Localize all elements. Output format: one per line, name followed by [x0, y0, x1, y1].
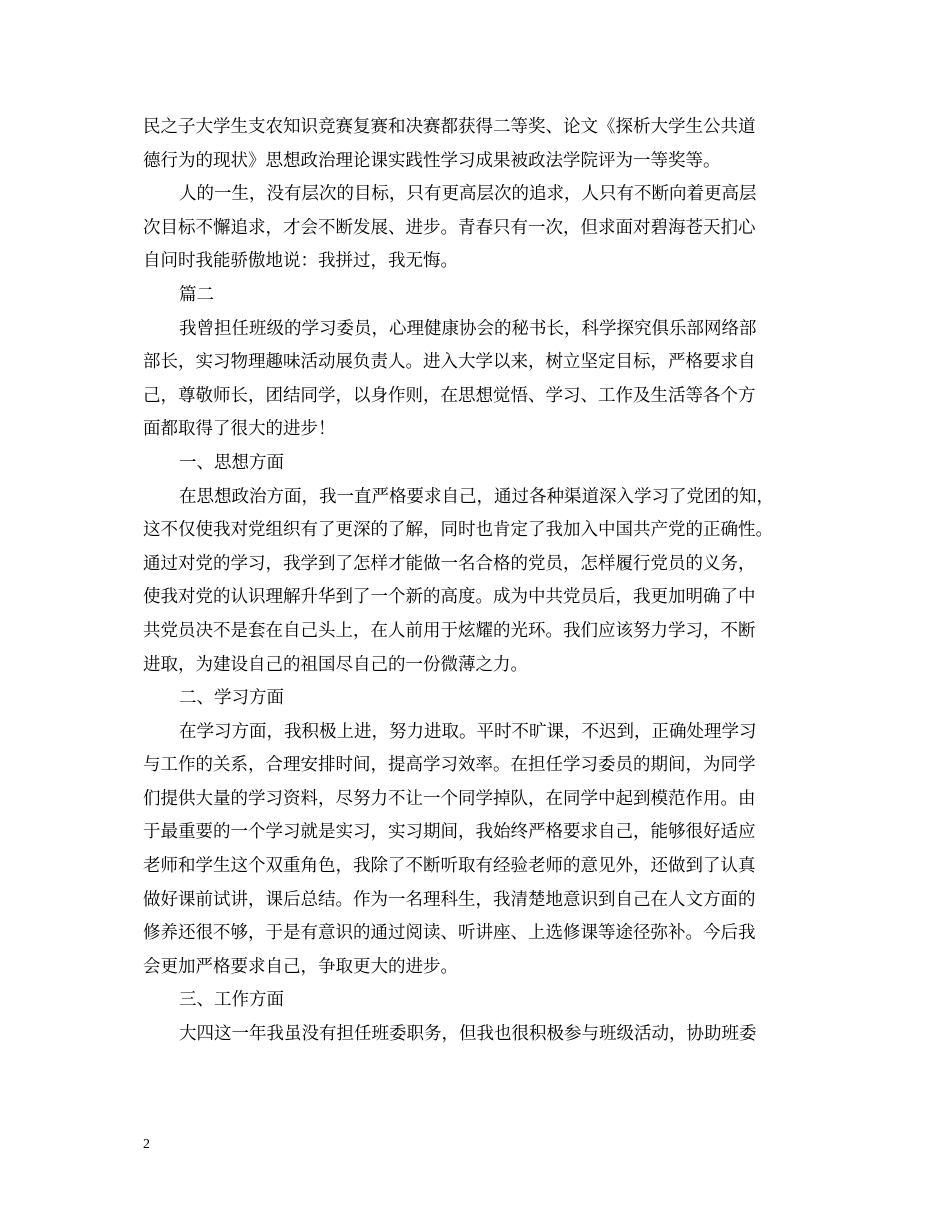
- text-line: 次目标不懈追求，才会不断发展、进步。青春只有一次，但求面对碧海苍天扪心: [143, 217, 756, 238]
- text-line: 会更加严格要求自己，争取更大的进步。: [143, 956, 458, 977]
- text-line: 进取，为建设自己的祖国尽自己的一份微薄之力。: [143, 654, 528, 675]
- document-body: [143, 111, 831, 1052]
- text-line: 部长，实习物理趣味活动展负责人。进入大学以来，树立坚定目标，严格要求自: [143, 352, 756, 373]
- text-line: 使我对党的认识理解升华到了一个新的高度。成为中共党员后，我更加明确了中: [143, 587, 756, 608]
- text-line: 们提供大量的学习资料，尽努力不让一个同学掉队，在同学中起到模范作用。由: [143, 788, 756, 809]
- paragraph: [143, 984, 831, 1018]
- paragraph: [143, 111, 831, 178]
- text-line: 共党员决不是套在自己头上，在人前用于炫耀的光环。我们应该努力学习，不断: [143, 620, 756, 641]
- paragraph: [143, 1018, 831, 1052]
- text-line: 于最重要的一个学习就是实习，实习期间，我始终严格要求自己，能够很好适应: [143, 822, 756, 843]
- text-line: 德行为的现状》思想政治理论课实践性学习成果被政法学院评为一等奖等。: [143, 150, 721, 171]
- text-line: 一、思想方面: [179, 452, 284, 473]
- text-line: 通过对党的学习，我学到了怎样才能做一名合格的党员，怎样履行党员的义务，: [143, 553, 756, 574]
- paragraph: [143, 178, 831, 279]
- text-line: 在思想政治方面，我一直严格要求自己，通过各种渠道深入学习了党团的知，: [179, 486, 774, 507]
- text-line: 做好课前试讲，课后总结。作为一名理科生，我清楚地意识到自己在人文方面的: [143, 889, 756, 910]
- text-line: 己，尊敬师长，团结同学，以身作则，在思想觉悟、学习、工作及生活等各个方: [143, 385, 756, 406]
- paragraph: [143, 279, 831, 313]
- paragraph: [143, 682, 831, 716]
- text-line: 人的一生，没有层次的目标，只有更高层次的追求，人只有不断向着更高层: [179, 184, 757, 205]
- text-line: 自问时我能骄傲地说：我拼过，我无悔。: [143, 251, 458, 272]
- text-line: 老师和学生这个双重角色，我除了不断听取有经验老师的意见外，还做到了认真: [143, 856, 756, 877]
- text-line: 与工作的关系，合理安排时间，提高学习效率。在担任学习委员的期间，为同学: [143, 755, 756, 776]
- text-line: 我曾担任班级的学习委员，心理健康协会的秘书长，科学探究俱乐部网络部: [179, 318, 757, 339]
- text-line: 二、学习方面: [179, 688, 284, 709]
- paragraph: [143, 481, 831, 683]
- text-line: 大四这一年我虽没有担任班委职务，但我也很积极参与班级活动，协助班委: [179, 1024, 757, 1045]
- text-line: 三、工作方面: [179, 990, 284, 1011]
- page-number: 2: [143, 1137, 150, 1152]
- text-line: 民之子大学生支农知识竞赛复赛和决赛都获得二等奖、论文《探析大学生公共道: [143, 117, 756, 137]
- text-line: 这不仅使我对党组织有了更深的了解，同时也肯定了我加入中国共产党的正确性。: [143, 520, 773, 541]
- paragraph: [143, 716, 831, 985]
- text-line: 修养还很不够，于是有意识的通过阅读、听讲座、上选修课等途径弥补。今后我: [143, 923, 756, 944]
- text-line: 面都取得了很大的进步！: [143, 419, 336, 440]
- text-line: 篇二: [179, 284, 214, 305]
- text-line: 在学习方面，我积极上进，努力进取。平时不旷课，不迟到，正确处理学习: [179, 721, 757, 742]
- paragraph: [143, 447, 831, 481]
- paragraph: [143, 313, 831, 447]
